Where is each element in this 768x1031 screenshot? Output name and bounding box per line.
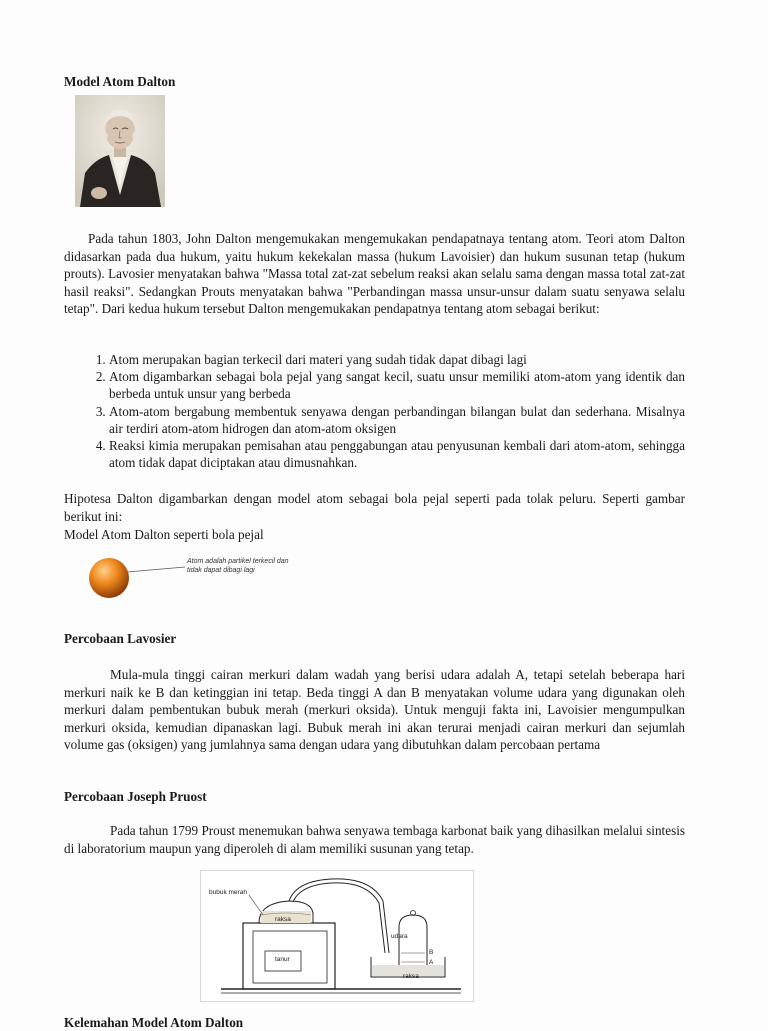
proust-paragraph: Pada tahun 1799 Proust menemukan bahwa senyawa tembaga karbonat baik yang dihasilkan melalui sintesis di laboratorium maupun yang diperoleh di alam memiliki susunan yang tetap.: [64, 823, 685, 856]
label-raksa-left: raksa: [275, 916, 291, 923]
lavoisier-apparatus-diagram: [200, 870, 474, 1002]
heading-percobaan-lavosier: Percobaan Lavosier: [64, 631, 177, 646]
postulate-item: 2. Atom digambarkan sebagai bola pejal yang sangat kecil, suatu unsur memiliki atom-atom yang identik dan berbeda untuk unsur yang berbeda: [109, 368, 685, 402]
figure-caption: Model Atom Dalton seperti bola pejal: [64, 527, 264, 542]
label-udara: udara: [391, 933, 408, 940]
sphere-label: Atom adalah partikel terkecil dan tidak dapat dibagi lagi: [187, 558, 289, 574]
postulate-item: 3. Atom-atom bergabung membentuk senyawa dengan perbandingan bilangan bulat dan sederhana. Misalnya air terdiri atom-atom hidrogen dan atom-atom oksigen: [109, 403, 685, 437]
lavosier-paragraph: Mula-mula tinggi cairan merkuri dalam wadah yang berisi udara adalah A, tetapi setelah beberapa hari merkuri naik ke B dan ketinggian ini tetap. Beda tinggi A dan B menyatakan volume udara yang digunakan oleh merkuri dalam pembentukan bubuk merah (merkuri oksida). Untuk menguji fakta ini, Lavoisier mengumpulkan merkuri oksida, kemudian dipanaskan lagi. Bubuk merah ini akan terurai menjadi cairan merkuri dan sejumlah volume gas (oksigen) yang jumlahnya sama dengan udara yang dibutuhkan dalam percobaan pertama: [64, 667, 685, 752]
label-bubuk-merah: bubuk merah: [209, 889, 247, 896]
label-raksa-right: raksa: [403, 973, 419, 980]
intro-paragraph: Pada tahun 1803, John Dalton mengemukakan mengemukakan pendapatnaya tentang atom. Teori atom Dalton didasarkan pada dua hukum, yaitu hukum kekekalan massa (hukum Lavoisier) dan hukum susunan tetap (hukum prouts). Lavosier menyatakan bahwa "Massa total zat-zat sebelum reaksi akan selalu sama dengan massa total zat-zat hasil reaksi". Sedangkan Prouts menyatakan bahwa "Perbandingan massa unsur-unsur dalam suatu senyawa selalu tetap". Dari kedua hukum tersebut Dalton mengemukakan pendapatnya tentang atom sebagai berikut:: [64, 231, 685, 316]
label-tanur: tanur: [275, 956, 290, 963]
heading-kelemahan-model: Kelemahan Model Atom Dalton: [64, 1015, 244, 1030]
postulate-item: 1. Atom merupakan bagian terkecil dari materi yang sudah tidak dapat dibagi lagi: [109, 351, 685, 368]
postulate-item: 4. Reaksi kimia merupakan pemisahan atau penggabungan atau penyusunan kembali dari atom-atom, sehingga atom tidak dapat diciptakan atau dimusnahkan.: [109, 437, 685, 471]
heading-percobaan-proust: Percobaan Joseph Pruost: [64, 789, 207, 804]
heading-model-atom-dalton: Model Atom Dalton: [64, 74, 176, 89]
label-mark-a: A: [429, 959, 434, 966]
dalton-postulates-list: [64, 351, 685, 471]
john-dalton-portrait: [75, 95, 165, 207]
label-mark-b: B: [429, 949, 434, 956]
hypothesis-paragraph: Hipotesa Dalton digambarkan dengan model atom sebagai bola pejal seperti pada tolak peluru. Seperti gambar berikut ini:: [64, 491, 685, 524]
